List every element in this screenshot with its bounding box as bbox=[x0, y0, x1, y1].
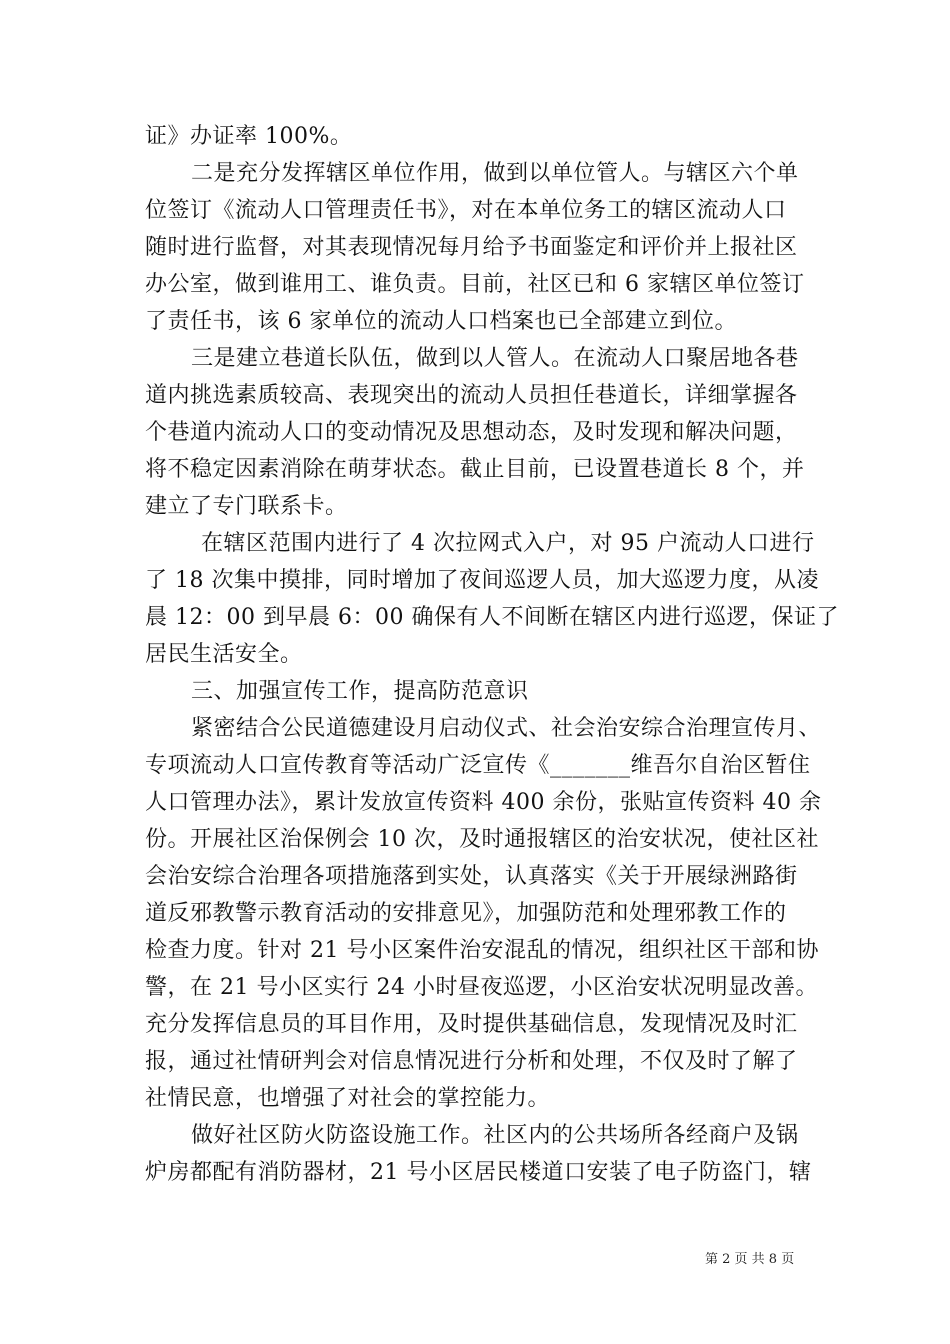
text-line: 位签订《流动人口管理责任书》，对在本单位务工的辖区流动人口 bbox=[145, 198, 787, 223]
text-line: 专项流动人口宣传教育等活动广泛宣传《_______维吾尔自治区暂住 bbox=[145, 753, 811, 778]
text-line: 充分发挥信息员的耳目作用，及时提供基础信息，发现情况及时汇 bbox=[145, 1012, 798, 1037]
text-line: 道内挑选素质较高、表现突出的流动人员担任巷道长，详细掌握各 bbox=[145, 383, 798, 408]
text-line: 二是充分发挥辖区单位作用，做到以单位管人。与辖区六个单 bbox=[191, 161, 799, 186]
text-line: 检查力度。针对 21 号小区案件治安混乱的情况，组织社区干部和协 bbox=[145, 938, 819, 963]
text-line: 份。开展社区治保例会 10 次，及时通报辖区的治安状况，使社区社 bbox=[145, 827, 819, 852]
text-line: 炉房都配有消防器材，21 号小区居民楼道口安装了电子防盗门，辖 bbox=[145, 1160, 812, 1185]
text-line: 建立了专门联系卡。 bbox=[145, 494, 348, 519]
section-heading: 三、加强宣传工作，提高防范意识 bbox=[191, 679, 529, 704]
text-line: 社情民意，也增强了对社会的掌控能力。 bbox=[145, 1086, 551, 1111]
text-line: 会治安综合治理各项措施落到实处，认真落实《关于开展绿洲路街 bbox=[145, 864, 798, 889]
document-body bbox=[145, 118, 839, 1191]
text-line: 了责任书，该 6 家单位的流动人口档案也已全部建立到位。 bbox=[145, 309, 737, 334]
text-line: 人口管理办法》，累计发放宣传资料 400 余份，张贴宣传资料 40 余 bbox=[145, 790, 822, 815]
text-line: 做好社区防火防盗设施工作。社区内的公共场所各经商户及锅 bbox=[191, 1123, 799, 1148]
text-line: 居民生活安全。 bbox=[145, 642, 303, 667]
text-line: 将不稳定因素消除在萌芽状态。截止目前，已设置巷道长 8 个，并 bbox=[145, 457, 805, 482]
text-line: 道反邪教警示教育活动的安排意见》，加强防范和处理邪教工作的 bbox=[145, 901, 787, 926]
page-number-footer: 第 2 页 共 8 页 bbox=[705, 1252, 795, 1267]
text-line: 个巷道内流动人口的变动情况及思想动态，及时发现和解决问题， bbox=[145, 420, 798, 445]
text-line: 了 18 次集中摸排，同时增加了夜间巡逻人员，加大巡逻力度，从凌 bbox=[145, 568, 819, 593]
text-line: 报，通过社情研判会对信息情况进行分析和处理，不仅及时了解了 bbox=[145, 1049, 798, 1074]
text-line: 警，在 21 号小区实行 24 小时昼夜巡逻，小区治安状况明显改善。 bbox=[145, 975, 818, 1000]
text-line: 在辖区范围内进行了 4 次拉网式入户，对 95 户流动人口进行 bbox=[201, 531, 815, 556]
text-line: 随时进行监督，对其表现情况每月给予书面鉴定和评价并上报社区 bbox=[145, 235, 798, 260]
text-line: 紧密结合公民道德建设月启动仪式、社会治安综合治理宣传月、 bbox=[191, 716, 822, 741]
text-line: 办公室，做到谁用工、谁负责。目前，社区已和 6 家辖区单位签订 bbox=[145, 272, 805, 297]
text-line: 三是建立巷道长队伍，做到以人管人。在流动人口聚居地各巷 bbox=[191, 346, 799, 371]
text-line: 证》办证率 100%。 bbox=[145, 124, 353, 149]
text-line: 晨 12：00 到早晨 6：00 确保有人不间断在辖区内进行巡逻，保证了 bbox=[145, 605, 839, 630]
